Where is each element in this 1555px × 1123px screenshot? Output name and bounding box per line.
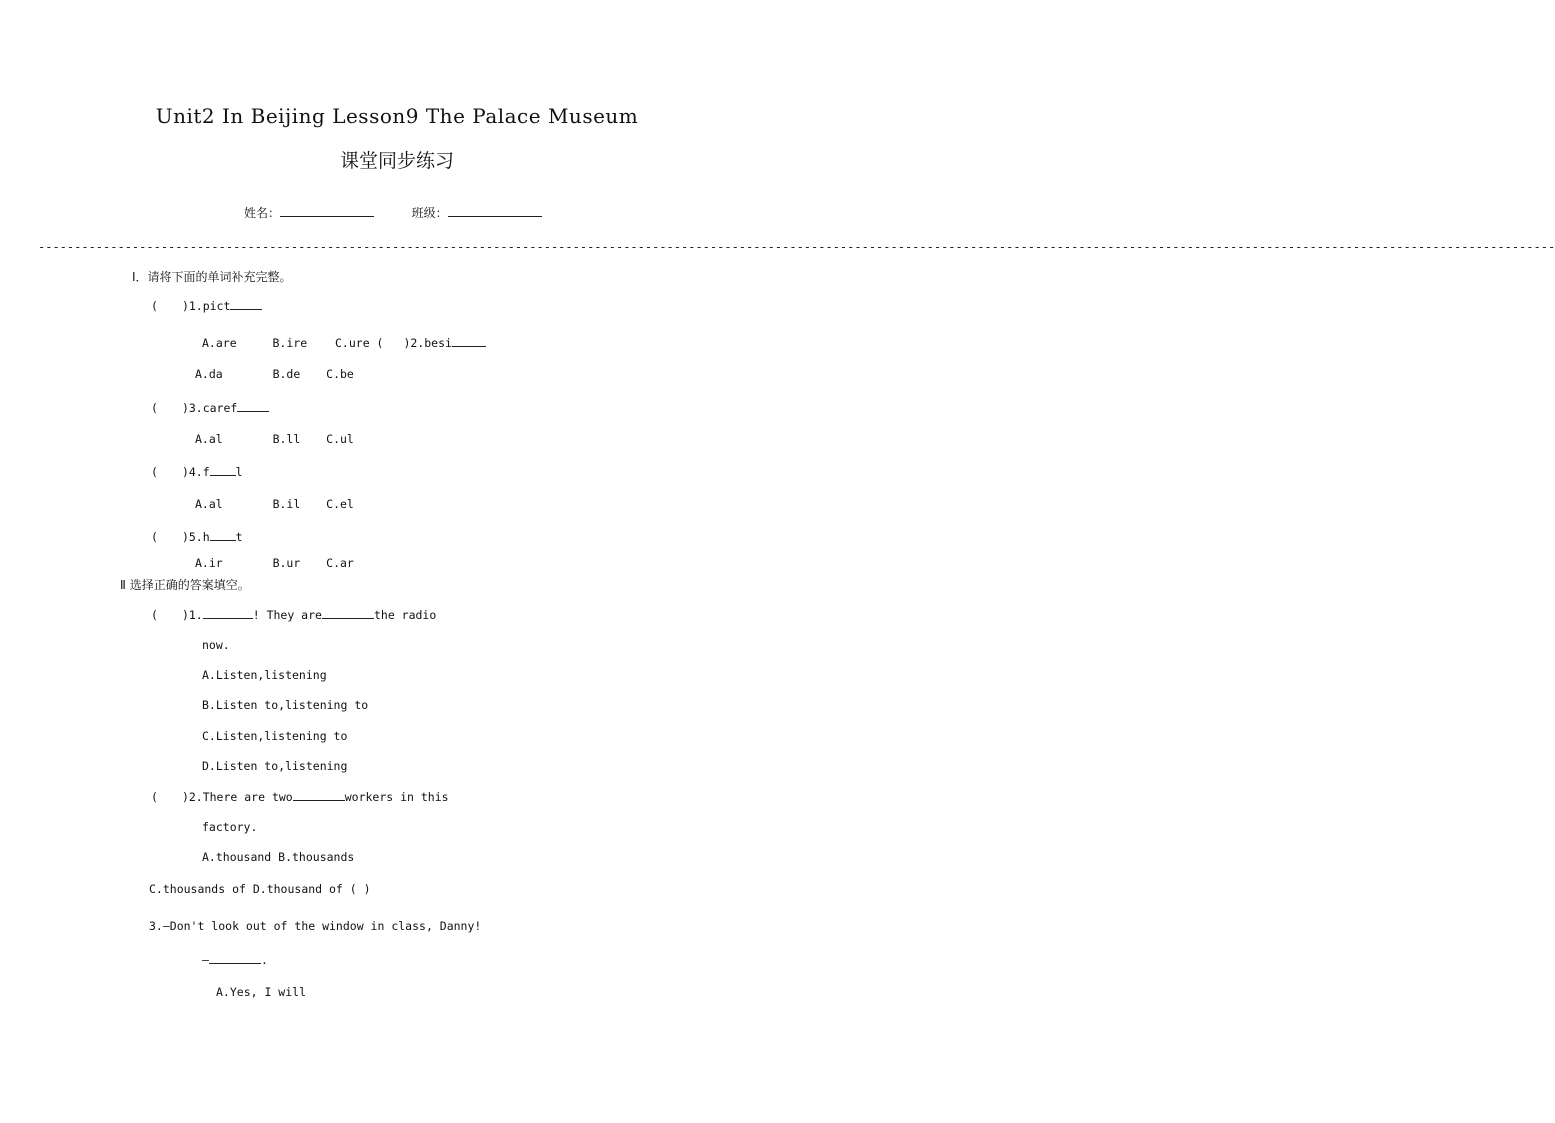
- s2-q1-opt-b[interactable]: B.Listen to,listening to: [202, 698, 369, 712]
- s2-q1-stem-cont: now.: [202, 638, 230, 652]
- s1-q4-opt-c[interactable]: C.el: [326, 497, 354, 511]
- s1-q3-opt-a[interactable]: A.al: [195, 432, 223, 446]
- s2-q1-opt-a[interactable]: A.Listen,listening: [202, 668, 327, 682]
- name-label: 姓名：: [244, 206, 281, 220]
- s1-q2-options: [195, 367, 354, 381]
- s2-q1-opt-d[interactable]: D.Listen to,listening: [202, 759, 348, 773]
- s1-q5-opt-b[interactable]: B.ur: [272, 556, 301, 570]
- s1-q4-blank[interactable]: [210, 464, 236, 476]
- worksheet-title: Unit2 In Beijing Lesson9 The Palace Museum: [155, 104, 639, 128]
- s2-q2-opt-ab[interactable]: A.thousand B.thousands: [202, 850, 355, 864]
- s2-q2-opt-cd[interactable]: C.thousands of D.thousand of ( ): [149, 882, 371, 896]
- s1-q3-blank[interactable]: [237, 400, 269, 412]
- worksheet-subtitle: 课堂同步练习: [339, 150, 454, 172]
- s1-q1-opt-b[interactable]: B.ire: [272, 336, 308, 350]
- s1-q4-stem: ( )4.f l: [151, 465, 243, 479]
- section2-heading: Ⅱ 选择正确的答案填空。: [120, 578, 250, 592]
- s2-q2-blank[interactable]: [293, 789, 345, 801]
- class-label: 班级：: [411, 206, 448, 220]
- s1-q1-blank[interactable]: [230, 298, 262, 310]
- s1-q1-opt-a[interactable]: A.are: [202, 336, 237, 350]
- s1-q1-stem: ( )1.pict: [151, 298, 262, 313]
- s1-q3-options: [195, 432, 354, 446]
- divider-line: ------------------------------------------------------------------------------------------------------------------------------------------------------------------------------------------------------------------: [38, 240, 1555, 254]
- s1-q2-stem: )2.besi: [403, 336, 452, 350]
- s2-q2-stem: ( )2.There are two workers in this: [151, 790, 449, 804]
- s2-q2-stem-cont: factory.: [202, 820, 258, 834]
- s2-q3-blank[interactable]: [209, 952, 261, 964]
- s1-q2-blank[interactable]: [452, 335, 486, 347]
- s1-q2-opt-a[interactable]: A.da: [195, 367, 223, 381]
- s2-q3-opt-a[interactable]: A.Yes, I will: [216, 985, 307, 999]
- s1-q1-opt-c[interactable]: C.ure (: [335, 336, 384, 350]
- s2-q3-reply: — .: [202, 953, 268, 967]
- s2-q1-stem: ( )1. ! They are the radio: [151, 608, 437, 622]
- class-field[interactable]: [448, 204, 542, 217]
- section1-heading: Ⅰ．请将下面的单词补充完整。: [132, 270, 292, 284]
- s2-q3-stem: 3.—Don't look out of the window in class, Danny!: [149, 919, 482, 933]
- s2-q1-blank-1[interactable]: [203, 607, 253, 619]
- s1-q2-opt-b[interactable]: B.de: [272, 367, 301, 381]
- s1-q4-opt-a[interactable]: A.al: [195, 497, 223, 511]
- s1-q2-opt-c[interactable]: C.be: [326, 367, 354, 381]
- s2-q1-opt-c[interactable]: C.Listen,listening to: [202, 729, 348, 743]
- s1-q4-options: [195, 497, 354, 511]
- s1-q5-opt-a[interactable]: A.ir: [195, 556, 223, 570]
- s2-q1-blank-2[interactable]: [322, 607, 374, 619]
- s1-q5-opt-c[interactable]: C.ar: [326, 556, 354, 570]
- s1-q5-stem: ( )5.h t: [151, 530, 243, 544]
- s1-q1-options: [202, 335, 486, 350]
- name-row: [244, 204, 542, 221]
- s1-q4-opt-b[interactable]: B.il: [272, 497, 301, 511]
- s1-q5-blank[interactable]: [210, 529, 236, 541]
- name-field[interactable]: [280, 204, 374, 217]
- s1-q3-stem: ( )3.caref: [151, 400, 269, 415]
- s1-q3-opt-b[interactable]: B.ll: [272, 432, 301, 446]
- s1-q3-opt-c[interactable]: C.ul: [326, 432, 354, 446]
- s1-q5-options: [195, 556, 354, 570]
